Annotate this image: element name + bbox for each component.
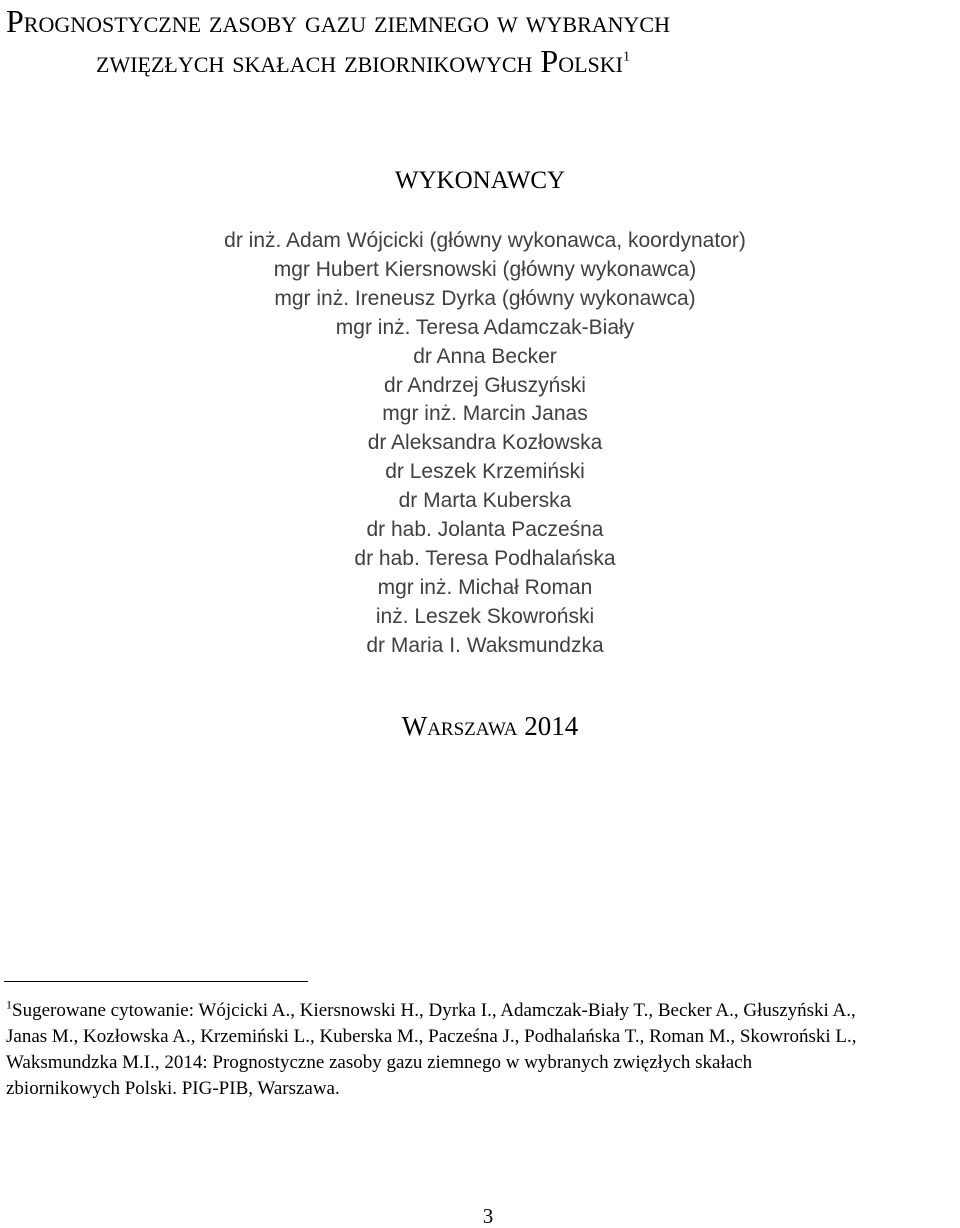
author-list (0, 227, 960, 661)
place-and-year (0, 710, 960, 742)
footnote-separator (4, 981, 308, 982)
footnote (6, 998, 956, 1102)
place-name: arszawa (427, 711, 518, 741)
footnote-line: Waksmundzka M.I., 2014: Prognostyczne zasoby gazu ziemnego w wybranych zwięzłych skałach (6, 1052, 753, 1073)
author-item: mgr inż. Ireneusz Dyrka (główny wykonawca) (274, 286, 696, 310)
title-initial-letter: P (6, 3, 24, 39)
contributors-heading: WYKONAWCY (394, 167, 566, 194)
title-footnote-reference: 1 (622, 49, 630, 65)
title-line-2-initial: P (540, 43, 559, 79)
document-title-line-2 (96, 42, 630, 80)
place-initial-letter: W (401, 711, 428, 741)
author-item: dr Leszek Krzemiński (385, 460, 585, 484)
author-item: dr Andrzej Głuszyński (384, 373, 586, 397)
title-line-2-text: zwięzłych skałach zbiornikowych (96, 43, 541, 79)
author-item: mgr Hubert Kiersnowski (główny wykonawca) (273, 257, 697, 281)
author-item: dr Marta Kuberska (398, 489, 572, 513)
author-item: dr Aleksandra Kozłowska (367, 431, 603, 455)
page-number: 3 (482, 1204, 494, 1228)
publication-year: 2014 (524, 711, 579, 741)
author-item: mgr inż. Michał Roman (377, 575, 593, 599)
footnote-marker: 1 (6, 997, 12, 1012)
author-item: dr hab. Jolanta Pacześna (366, 518, 604, 542)
author-item: dr hab. Teresa Podhalańska (354, 546, 616, 570)
author-item: dr Maria I. Waksmundzka (366, 633, 604, 657)
footnote-line (6, 998, 956, 1024)
footnote-line: zbiornikowych Polski. PIG-PIB, Warszawa. (6, 1078, 340, 1099)
author-item: mgr inż. Teresa Adamczak-Biały (335, 315, 635, 339)
author-item: mgr inż. Marcin Janas (382, 402, 588, 426)
footnote-text: Sugerowane cytowanie: Wójcicki A., Kiersnowski H., Dyrka I., Adamczak-Biały T., Becker A., Głuszyński A., (12, 1000, 856, 1021)
title-line-2-rest: olski (558, 43, 623, 79)
document-title-line-1 (6, 2, 670, 40)
footnote-line: Janas M., Kozłowska A., Krzemiński L., Kuberska M., Pacześna J., Podhalańska T., Roman M., Skowroński L., (6, 1026, 857, 1047)
author-item: inż. Leszek Skowroński (375, 604, 595, 628)
author-item: dr inż. Adam Wójcicki (główny wykonawca, koordynator) (224, 229, 746, 252)
author-item: dr Anna Becker (413, 344, 557, 368)
title-line-1-text: rognostyczne zasoby gazu ziemnego w wybranych (23, 3, 670, 39)
